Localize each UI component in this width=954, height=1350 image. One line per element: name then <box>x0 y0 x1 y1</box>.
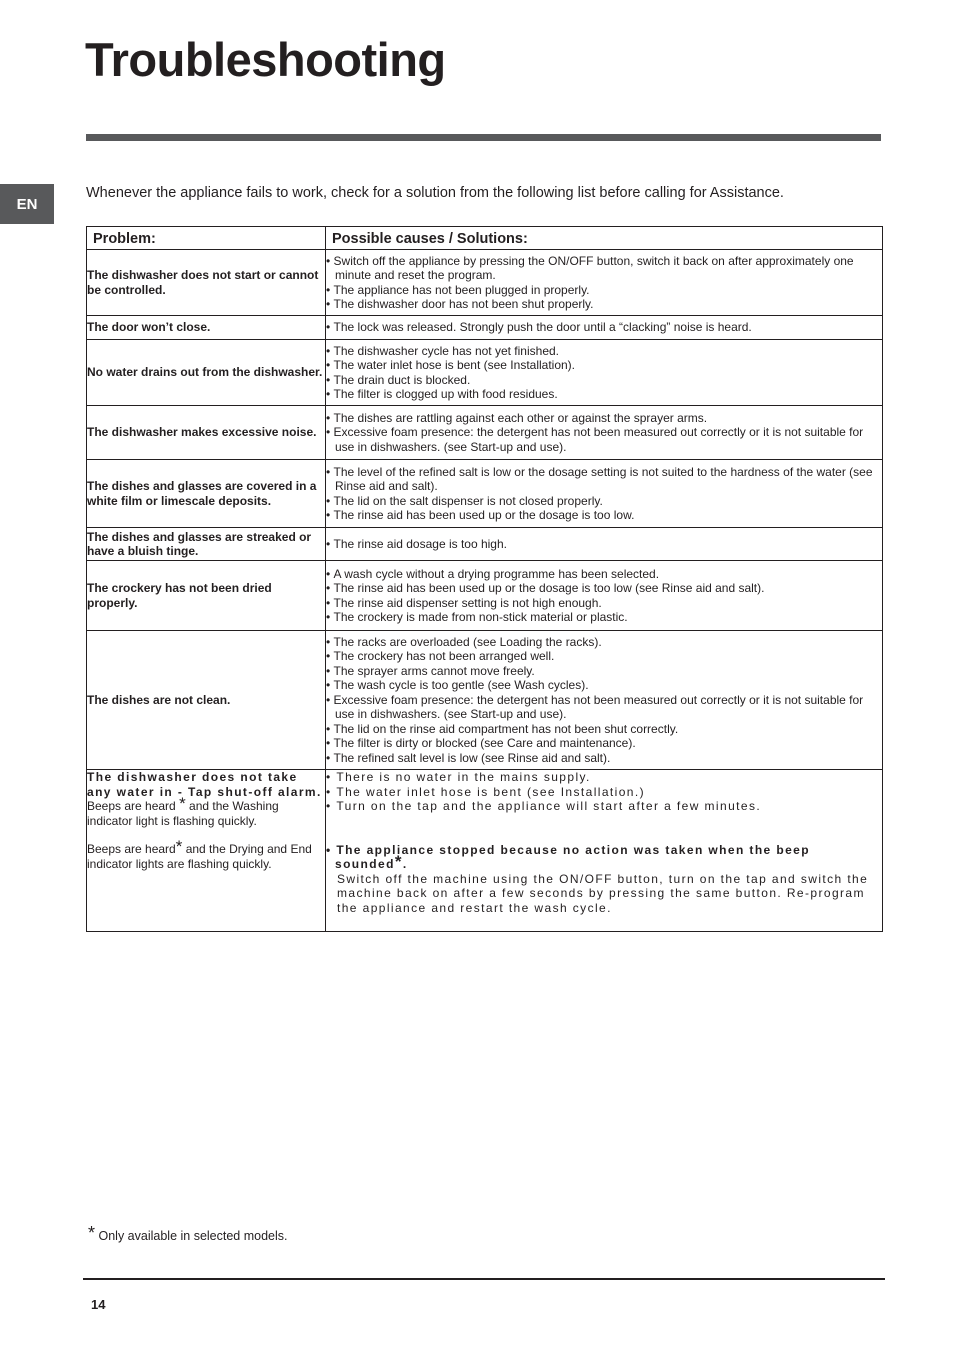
solution-item: • Excessive foam presence: the detergent has not been measured out correctly or it is not suitable for use in dishwashers. (see Start-up and use). <box>326 693 882 722</box>
solution-item: • The dishes are rattling against each other or against the sprayer arms. <box>326 411 882 426</box>
solution-item: • The drain duct is blocked. <box>326 373 882 388</box>
solution-item: • Switch off the appliance by pressing the ON/OFF button, switch it back on after approximately one minute and reset the program. <box>326 254 882 283</box>
solution-item: • The water inlet hose is bent (see Installation). <box>326 358 882 373</box>
solution-item: • The refined salt level is low (see Rinse aid and salt). <box>326 751 882 766</box>
table-row-tap-alarm <box>87 770 883 932</box>
solution-item: • The lid on the salt dispenser is not closed properly. <box>326 494 882 509</box>
solution-item: • The rinse aid has been used up or the dosage is too low (see Rinse aid and salt). <box>326 581 882 596</box>
solution-item: • The wash cycle is too gentle (see Wash cycles). <box>326 678 882 693</box>
solution-item: • The sprayer arms cannot move freely. <box>326 664 882 679</box>
note-text: Beeps are heard <box>87 799 176 813</box>
beep-heading <box>326 843 882 872</box>
solution-item: • The appliance has not been plugged in properly. <box>326 283 882 298</box>
solution-cell <box>326 316 883 340</box>
table-row <box>87 406 883 460</box>
asterisk-mark: * <box>88 1223 96 1243</box>
problem-title: The dishwasher does not take any water in - Tap shut-off alarm. <box>87 770 322 799</box>
solution-cell <box>326 460 883 528</box>
solution-item: • The crockery is made from non-stick material or plastic. <box>326 610 882 625</box>
header-solutions: Possible causes / Solutions: <box>326 227 883 250</box>
table-row <box>87 250 883 316</box>
solution-cell <box>326 770 883 932</box>
solution-item: • The crockery has not been arranged well. <box>326 649 882 664</box>
solution-item: • The rinse aid dosage is too high. <box>326 537 882 552</box>
solution-item: • The filter is clogged up with food residues. <box>326 387 882 402</box>
solution-item: • The dishwasher cycle has not yet finished. <box>326 344 882 359</box>
solution-cell <box>326 631 883 770</box>
solution-item: • The racks are overloaded (see Loading the racks). <box>326 635 882 650</box>
solution-item: • The rinse aid has been used up or the dosage is too low. <box>326 508 882 523</box>
solution-cell <box>326 406 883 460</box>
problem-note-drying <box>87 837 325 871</box>
footnote <box>88 1223 288 1243</box>
table-row <box>87 316 883 340</box>
problem-cell: The crockery has not been dried properly. <box>87 561 326 631</box>
page-number: 14 <box>91 1297 106 1312</box>
table-header-row <box>87 227 883 250</box>
note-text: and the Drying and End indicator lights are flashing quickly. <box>87 842 312 871</box>
asterisk-mark: * <box>394 852 403 871</box>
solution-item: • The lid on the rinse aid compartment has not been shut correctly. <box>326 722 882 737</box>
problem-cell: No water drains out from the dishwasher. <box>87 340 326 406</box>
beep-heading-text: The appliance stopped because no action was taken when the beep sounded <box>335 842 810 871</box>
solution-cell <box>326 340 883 406</box>
problem-cell: The dishes and glasses are streaked or have a bluish tinge. <box>87 528 326 561</box>
problem-note-washing <box>87 794 325 828</box>
asterisk-mark: * <box>179 794 186 813</box>
solution-cell <box>326 250 883 316</box>
problem-cell: The dishes and glasses are covered in a white film or limescale deposits. <box>87 460 326 528</box>
table-row <box>87 561 883 631</box>
solution-item: • A wash cycle without a drying programme has been selected. <box>326 567 882 582</box>
solution-item: • Excessive foam presence: the detergent has not been measured out correctly or it is not suitable for use in dishwashers. (see Start-up and use). <box>326 425 882 454</box>
note-text: Beeps are heard <box>87 842 176 856</box>
table-row <box>87 631 883 770</box>
solution-item: • The water inlet hose is bent (see Installation.) <box>326 785 882 800</box>
table-row <box>87 528 883 561</box>
solution-item: • The dishwasher door has not been shut properly. <box>326 297 882 312</box>
page-title: Troubleshooting <box>85 33 446 86</box>
table-row <box>87 340 883 406</box>
note-text: and the Washing indicator light is flashing quickly. <box>87 799 279 828</box>
problem-cell: The dishes are not clean. <box>87 631 326 770</box>
header-problem: Problem: <box>87 227 326 250</box>
asterisk-mark: * <box>175 837 183 856</box>
table-row <box>87 460 883 528</box>
footer-divider <box>83 1278 885 1280</box>
beep-instructions: Switch off the machine using the ON/OFF button, turn on the tap and switch the machine back on after a few seconds by pressing the same button. Re-program the appliance and restart the wash cycle. <box>337 871 869 915</box>
solution-cell <box>326 561 883 631</box>
solution-item: • There is no water in the mains supply. <box>326 770 882 785</box>
beep-heading-end: . <box>402 857 408 871</box>
solution-cell <box>326 528 883 561</box>
footnote-text: Only available in selected models. <box>98 1229 288 1243</box>
problem-cell: The door won’t close. <box>87 316 326 340</box>
troubleshooting-table <box>86 226 883 932</box>
solution-item: • The level of the refined salt is low or the dosage setting is not suited to the hardness of the water (see Rinse aid and salt). <box>326 465 882 494</box>
solution-item: • The lock was released. Strongly push the door until a “clacking” noise is heard. <box>326 320 882 335</box>
solution-item: • Turn on the tap and the appliance will start after a few minutes. <box>326 799 882 814</box>
problem-cell <box>87 770 326 932</box>
language-tab: EN <box>0 184 54 224</box>
title-divider <box>86 134 881 141</box>
problem-cell: The dishwasher makes excessive noise. <box>87 406 326 460</box>
intro-text: Whenever the appliance fails to work, check for a solution from the following list before calling for Assistance. <box>86 185 784 201</box>
solution-item: • The filter is dirty or blocked (see Care and maintenance). <box>326 736 882 751</box>
solution-item: • The rinse aid dispenser setting is not high enough. <box>326 596 882 611</box>
problem-cell: The dishwasher does not start or cannot be controlled. <box>87 250 326 316</box>
